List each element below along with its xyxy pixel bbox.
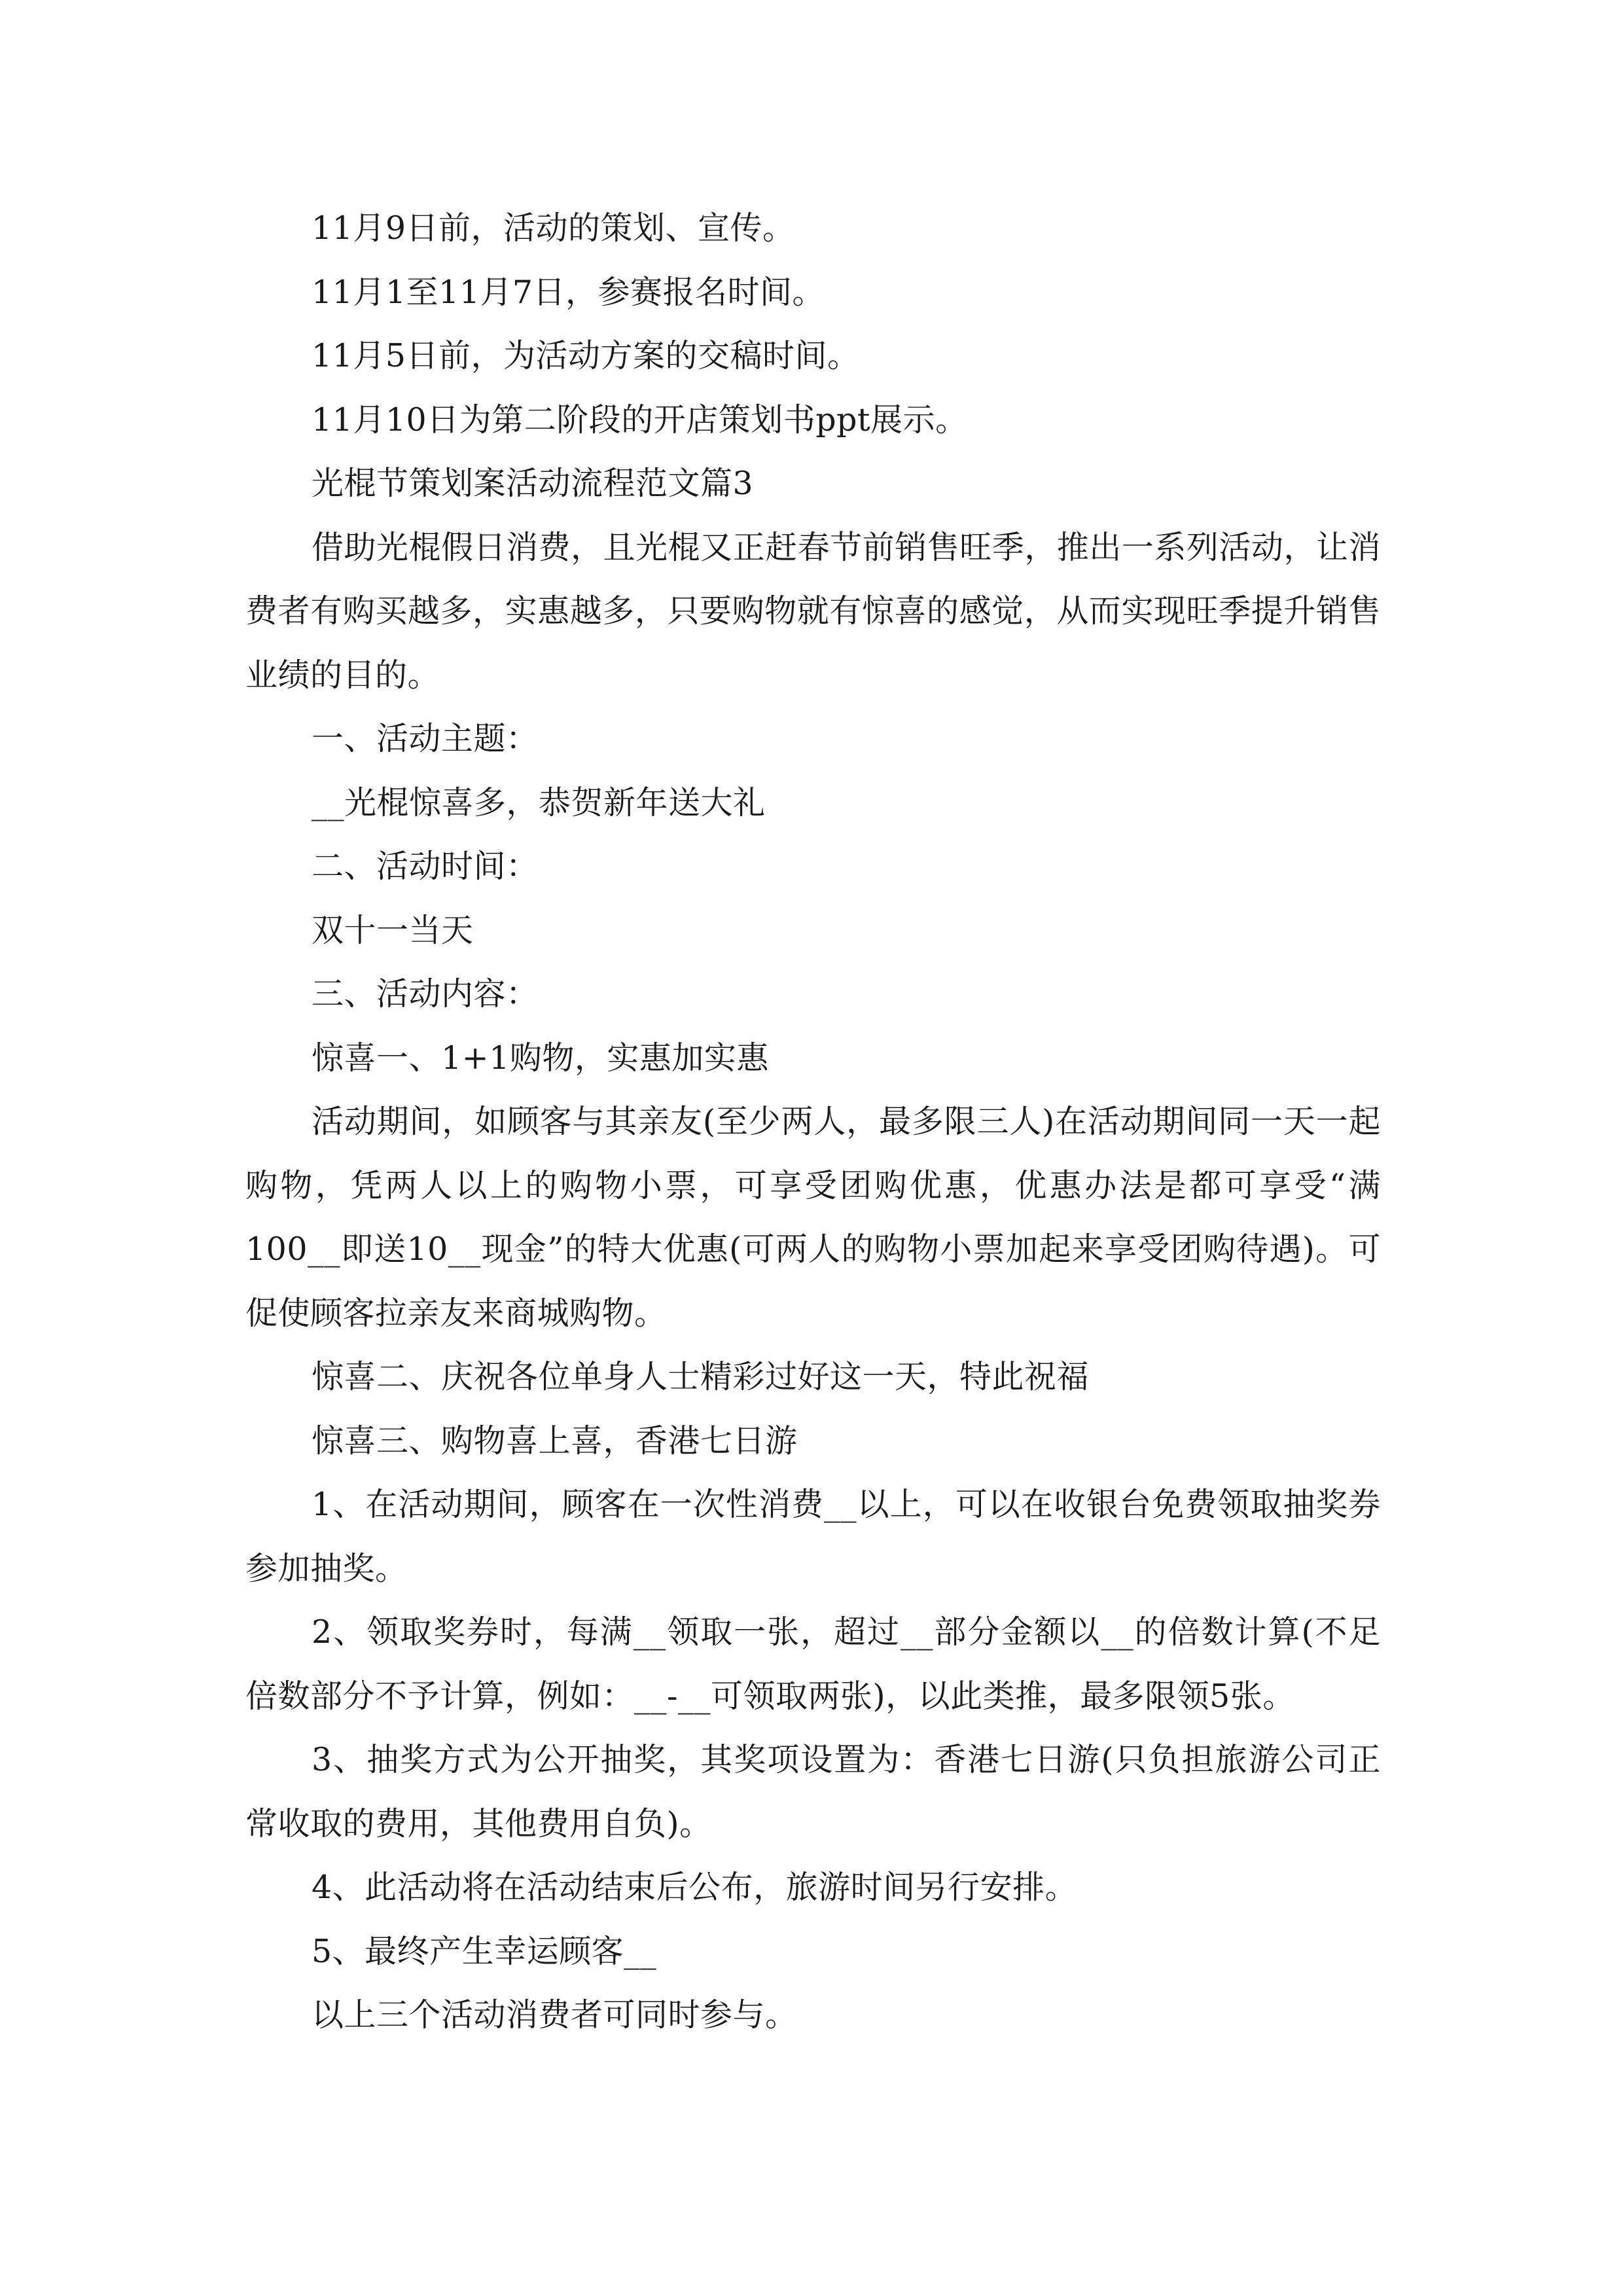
document-body <box>245 196 1381 2047</box>
heading-content: 三、活动内容： <box>312 975 539 1013</box>
paragraph-time: 双十一当天 <box>312 911 474 949</box>
heading-surprise-one: 惊喜一、1+1购物，实惠加实惠 <box>312 1039 769 1077</box>
heading-surprise-two: 惊喜二、庆祝各位单身人士精彩过好这一天，特此祝福 <box>312 1358 1090 1395</box>
paragraph-surprise-one: 活动期间，如顾客与其亲友(至少两人，最多限三人)在活动期间同一天一起购物，凭两人以上的购物小票，可享受团购优惠，优惠办法是都可享受“满100__即送10__现金”的特大优惠(可两人的购物小票加起来享受团购待遇)。可促使顾客拉亲友来商城购物。 <box>245 1103 1381 1332</box>
paragraph-theme: __光棍惊喜多，恭贺新年送大礼 <box>312 783 766 821</box>
list-item-5: 5、最终产生幸运顾客__ <box>312 1932 657 1970</box>
list-item-3: 3、抽奖方式为公开抽奖，其奖项设置为：香港七日游(只负担旅游公司正常收取的费用，其他费用自负)。 <box>245 1741 1381 1842</box>
heading-time: 二、活动时间： <box>312 848 539 885</box>
paragraph-schedule-submission: 11月5日前，为活动方案的交稿时间。 <box>312 337 860 374</box>
heading-theme: 一、活动主题： <box>312 720 539 757</box>
list-item-2: 2、领取奖券时，每满__领取一张，超过__部分金额以__的倍数计算(不足倍数部分不予计算，例如：__-__可领取两张)，以此类推，最多限领5张。 <box>245 1613 1381 1715</box>
paragraph-closing: 以上三个活动消费者可同时参与。 <box>312 1996 798 2034</box>
paragraph-schedule-presentation: 11月10日为第二阶段的开店策划书ppt展示。 <box>312 401 968 439</box>
paragraph-schedule-planning: 11月9日前，活动的策划、宣传。 <box>312 209 795 247</box>
list-item-4: 4、此活动将在活动结束后公布，旅游时间另行安排。 <box>312 1869 1078 1906</box>
paragraph-schedule-registration: 11月1至11月7日，参赛报名时间。 <box>312 273 825 311</box>
heading-surprise-three: 惊喜三、购物喜上喜，香港七日游 <box>312 1422 798 1460</box>
section-title: 光棍节策划案活动流程范文篇3 <box>312 465 754 502</box>
list-item-1: 1、在活动期间，顾客在一次性消费__以上，可以在收银台免费领取抽奖券参加抽奖。 <box>245 1486 1381 1587</box>
paragraph-intro: 借助光棍假日消费，且光棍又正赶春节前销售旺季，推出一系列活动，让消费者有购买越多，实惠越多，只要购物就有惊喜的感觉，从而实现旺季提升销售业绩的目的。 <box>245 528 1381 694</box>
